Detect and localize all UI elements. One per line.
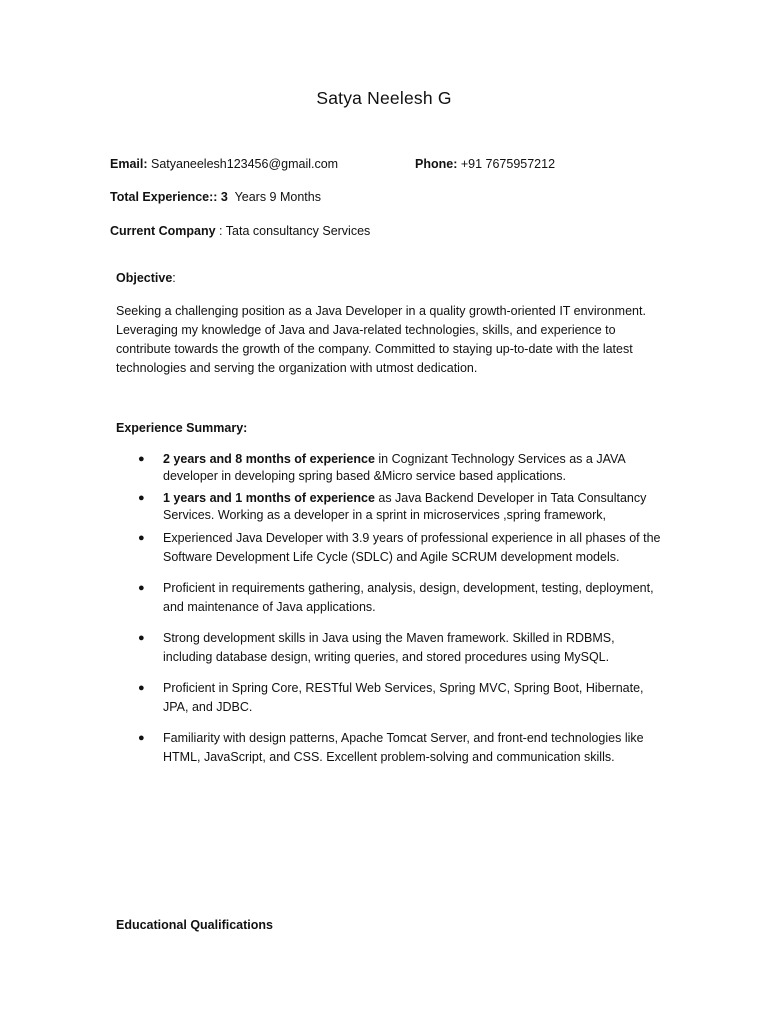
- email-label: Email:: [110, 157, 148, 171]
- total-experience-value: Years 9 Months: [227, 190, 321, 204]
- list-item: [116, 579, 661, 617]
- candidate-name: Satya Neelesh G: [316, 88, 452, 108]
- email-line: [110, 157, 338, 171]
- experience-item-text: Familiarity with design patterns, Apache Tomcat Server, and front-end technologies like HTML, JavaScript, and CSS. Excellent problem-solving and communication skills.: [163, 731, 644, 764]
- bullet-icon: ●: [138, 453, 145, 465]
- experience-item-text: Proficient in requirements gathering, analysis, design, development, testing, deployment, and maintenance of Java applications.: [163, 581, 654, 614]
- current-company-value: : Tata consultancy Services: [215, 224, 371, 238]
- objective-heading-colon: :: [172, 271, 176, 285]
- experience-summary-list: [116, 451, 661, 767]
- bullet-icon: ●: [138, 582, 145, 594]
- experience-item-text: Proficient in Spring Core, RESTful Web Services, Spring MVC, Spring Boot, Hibernate, JPA, and JDBC.: [163, 681, 644, 714]
- objective-text: Seeking a challenging position as a Java Developer in a quality growth-oriented IT environment. Leveraging my knowledge of Java and Java-related technologies, skills, and experience to contribute towards the growth of the company. Committed to staying up-to-date with the latest technologies and serving the organization with utmost dedication.: [116, 304, 646, 375]
- objective-heading-text: Objective: [116, 271, 173, 285]
- experience-summary-heading: Experience Summary:: [116, 421, 248, 435]
- bullet-icon: ●: [138, 682, 145, 694]
- phone-label: Phone:: [415, 157, 458, 171]
- experience-item-text: as Java Backend Developer in Tata Consultancy Services. Working as a developer in a sprint in microservices ,spring framework,: [163, 491, 647, 522]
- list-item: [116, 529, 661, 567]
- objective-heading: [116, 271, 176, 285]
- current-company-label: Current Company: [110, 224, 216, 238]
- bullet-icon: ●: [138, 632, 145, 644]
- bullet-icon: ●: [138, 492, 145, 504]
- list-item: [116, 629, 661, 667]
- bullet-icon: ●: [138, 532, 145, 544]
- list-item: [116, 451, 661, 484]
- experience-highlight: 2 years and 8 months of experience: [163, 452, 375, 466]
- phone-line: [415, 157, 555, 171]
- education-heading: Educational Qualifications: [116, 918, 273, 932]
- phone-value: +91 7675957212: [457, 157, 556, 171]
- total-experience-line: [110, 190, 321, 204]
- list-item: [116, 729, 661, 767]
- experience-highlight: 1 years and 1 months of experience: [163, 491, 375, 505]
- email-value: Satyaneelesh123456@gmail.com: [147, 157, 339, 171]
- experience-item-text: Strong development skills in Java using the Maven framework. Skilled in RDBMS, including database design, writing queries, and stored procedures using MySQL.: [163, 631, 615, 664]
- bullet-icon: ●: [138, 732, 145, 744]
- current-company-line: [110, 224, 370, 238]
- experience-item-text: Experienced Java Developer with 3.9 years of professional experience in all phases of the Software Development Life Cycle (SDLC) and Agile SCRUM development models.: [163, 531, 661, 564]
- experience-item-text: in Cognizant Technology Services as a JAVA developer in developing spring based &Micro service based applications.: [163, 452, 626, 483]
- total-experience-label: Total Experience:: 3: [110, 190, 228, 204]
- list-item: [116, 490, 661, 523]
- list-item: [116, 679, 661, 717]
